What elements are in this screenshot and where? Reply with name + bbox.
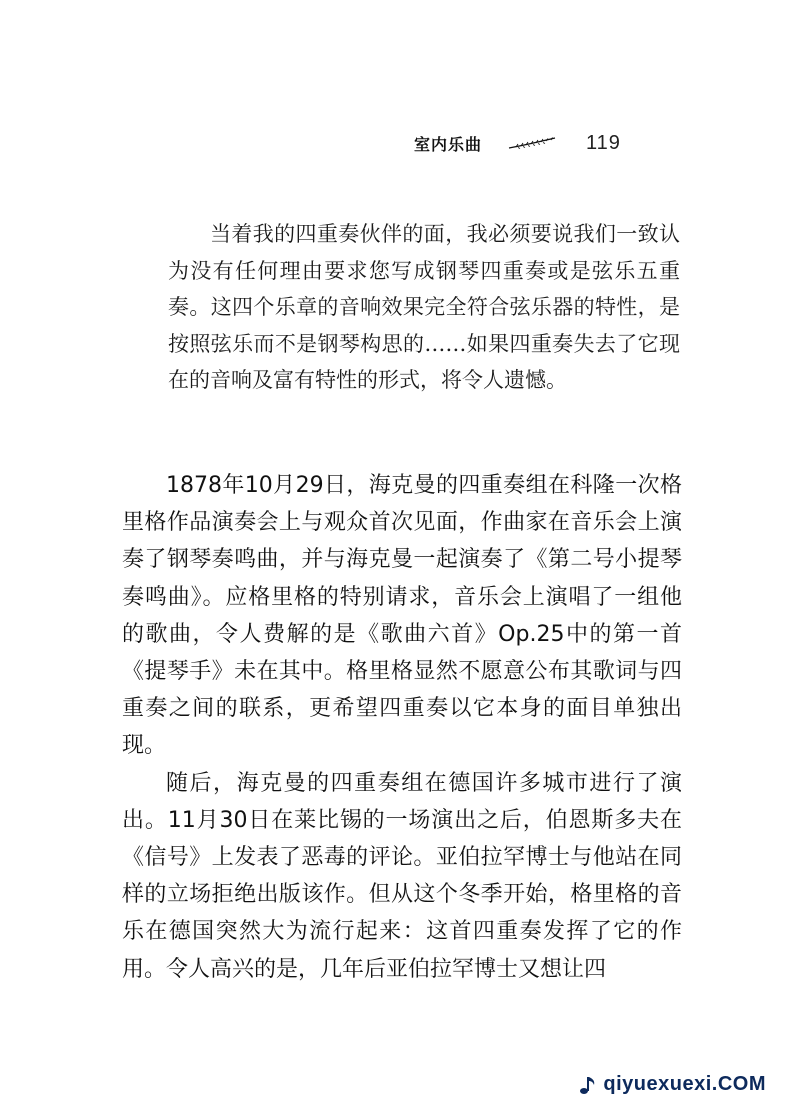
body-paragraph-2: 随后，海克曼的四重奏组在德国许多城市进行了演出。11月30日在莱比锡的一场演出之后，伯恩斯多夫在《信号》上发表了恶毒的评论。亚伯拉罕博士与他站在同样的立场拒绝出版该作。但从这个冬季开始，格里格的音乐在德国突然大为流行起来：这首四重奏发挥了它的作用。令人高兴的是，几年后亚伯拉罕博士又想让四 [122, 770, 682, 982]
running-head [414, 128, 621, 158]
body-text [122, 467, 682, 988]
feather-ornament-icon [508, 136, 556, 150]
watermark-text: qiyuexuexi.COM [603, 1073, 766, 1095]
site-watermark [577, 1073, 766, 1096]
page-number: 119 [586, 131, 621, 154]
music-note-icon [577, 1074, 599, 1096]
body-paragraph-1: 1878年10月29日，海克曼的四重奏组在科隆一次格里格作品演奏会上与观众首次见面，作曲家在音乐会上演奏了钢琴奏鸣曲，并与海克曼一起演奏了《第二号小提琴奏鸣曲》。应格里格的特别请求，音乐会上演唱了一组他的歌曲，令人费解的是《歌曲六首》Op.25中的第一首《提琴手》未在其中。格里格显然不愿意公布其歌词与四重奏之间的联系，更希望四重奏以它本身的面目单独出现。 [122, 473, 682, 759]
block-quote: 当着我的四重奏伙伴的面，我必须要说我们一致认为没有任何理由要求您写成钢琴四重奏或是弦乐五重奏。这四个乐章的音响效果完全符合弦乐器的特性，是按照弦乐而不是钢琴构思的……如果四重奏失去了它现在的音响及富有特性的形式，将令人遗憾。 [168, 222, 680, 392]
chapter-title: 室内乐曲 [414, 134, 483, 154]
